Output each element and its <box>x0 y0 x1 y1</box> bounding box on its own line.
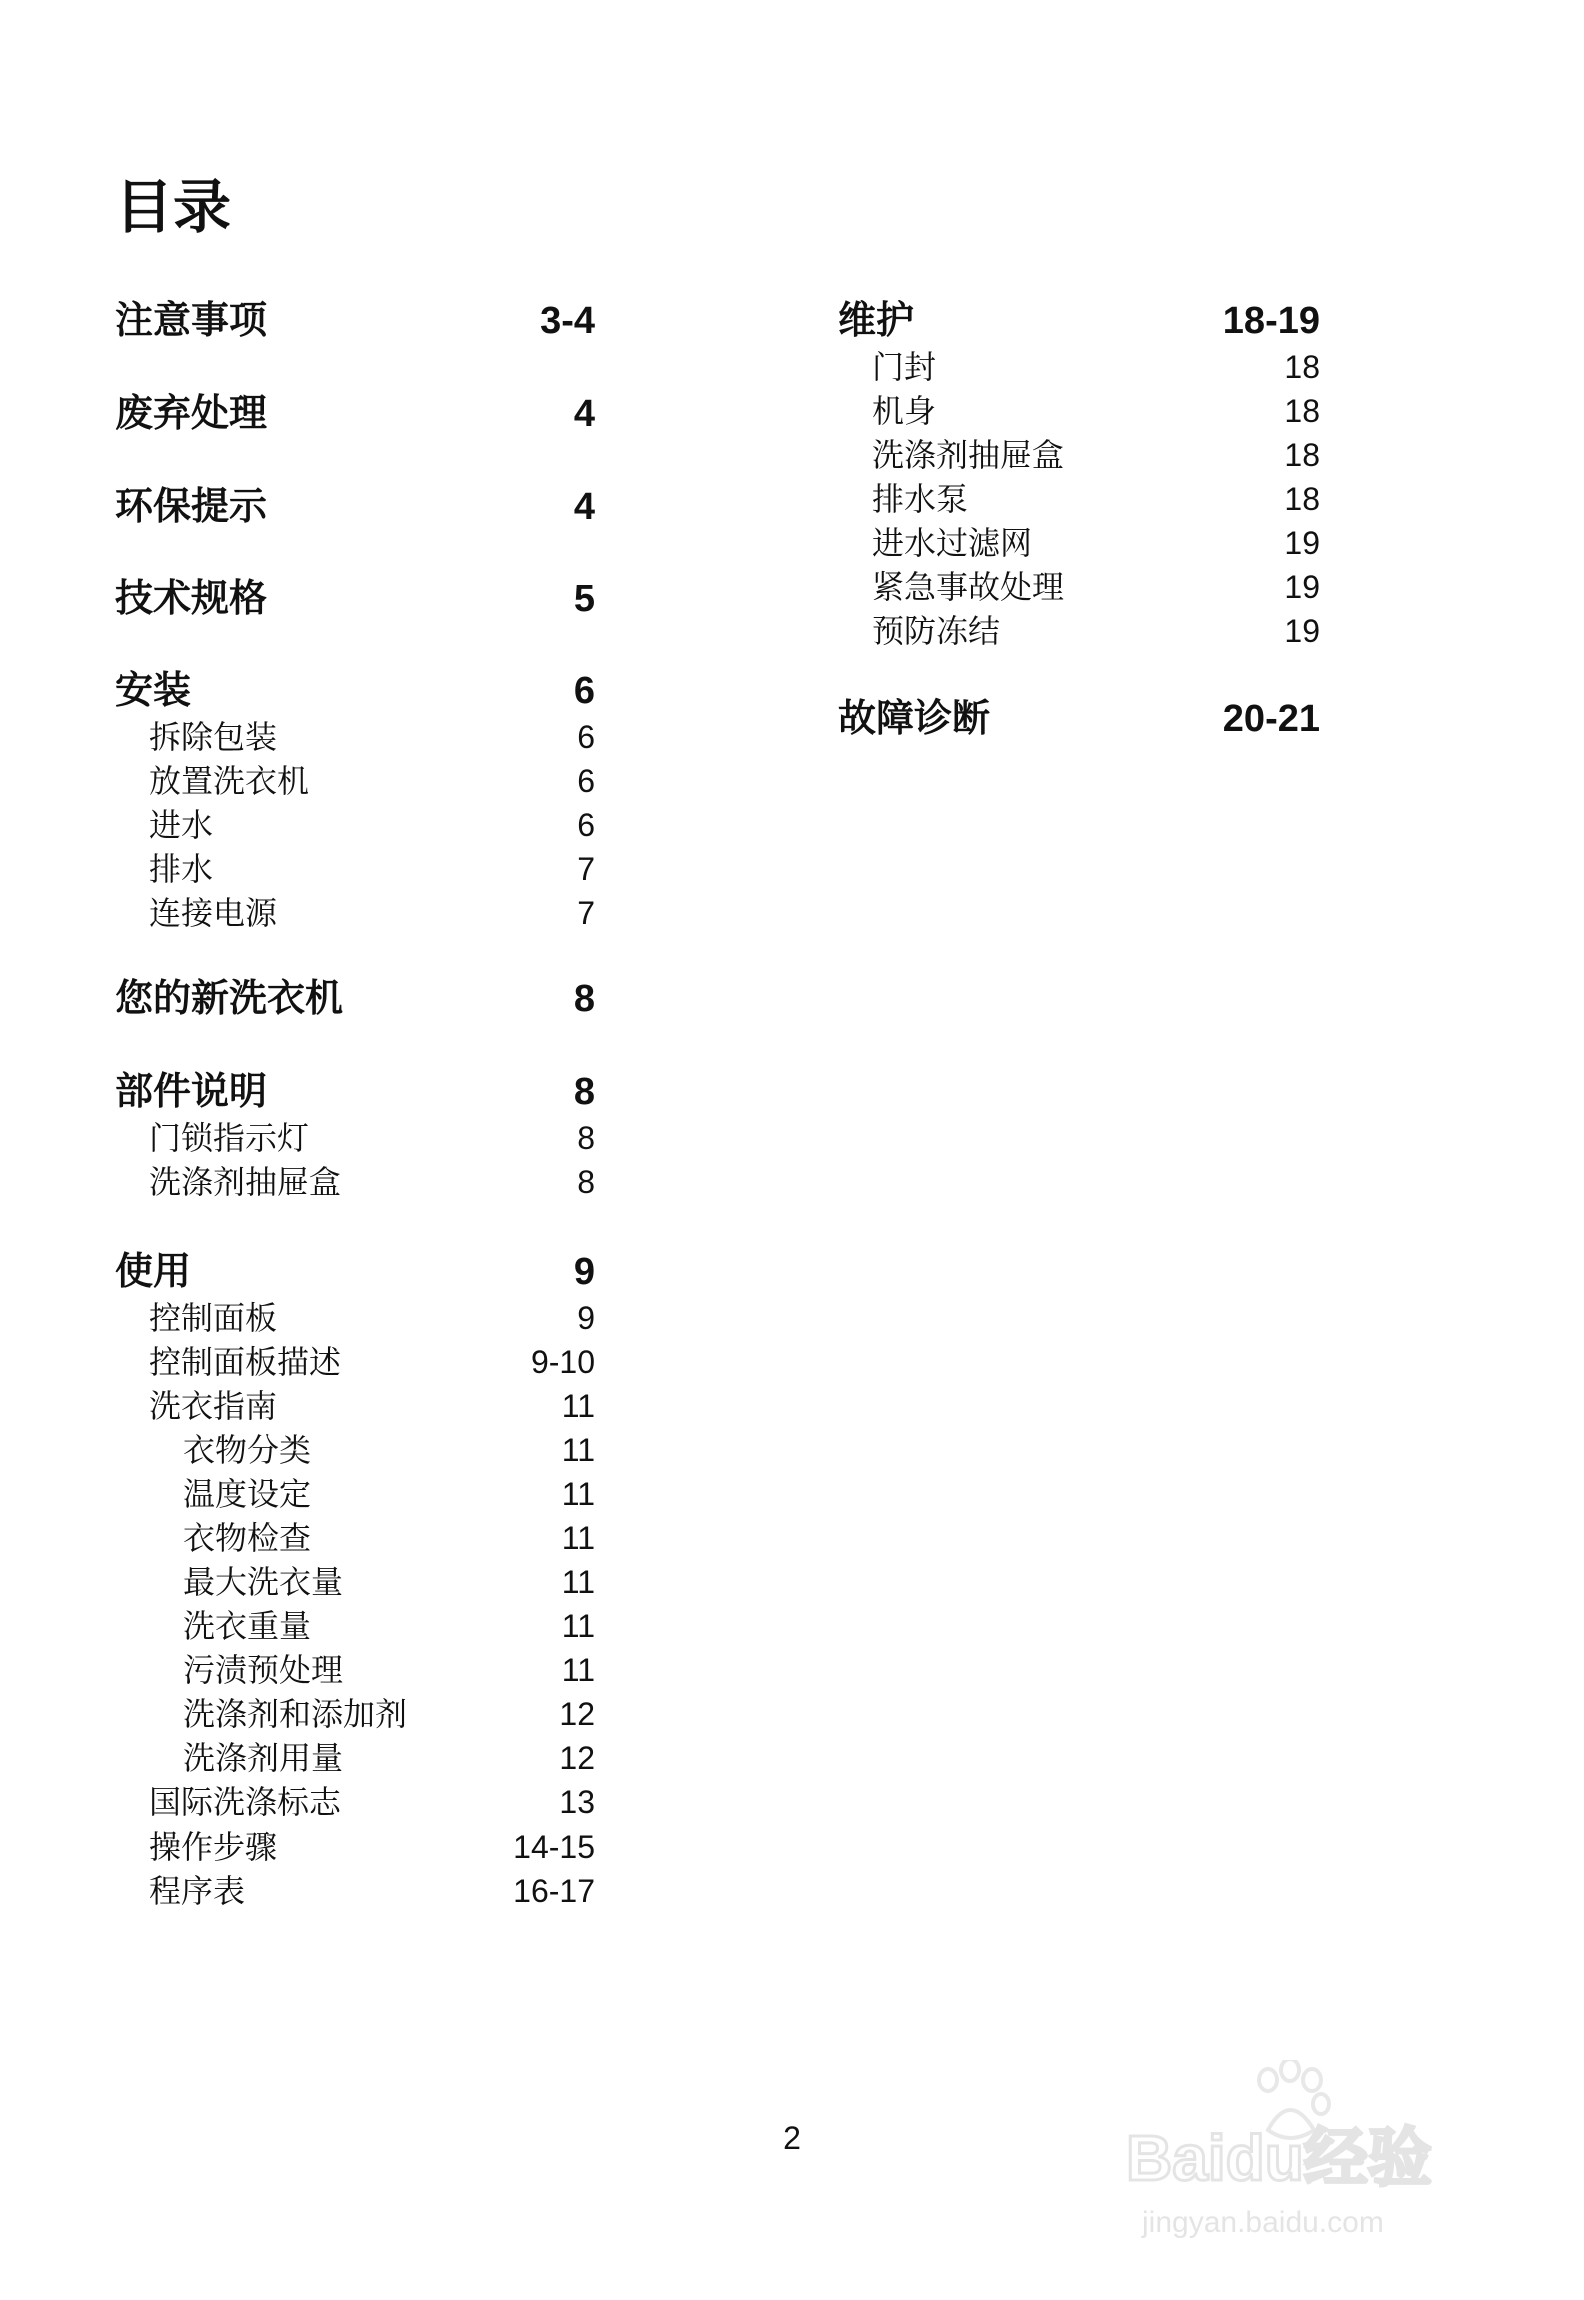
toc-entry-page: 6 <box>577 807 595 843</box>
toc-entry <box>115 1299 595 1337</box>
toc-entry <box>115 395 595 433</box>
toc-entry <box>115 762 595 800</box>
toc-entry-label: 注意事项 <box>115 300 268 342</box>
toc-entry <box>115 718 595 756</box>
toc-entry-label: 排水 <box>149 850 214 888</box>
toc-entry-label: 最大洗衣量 <box>183 1563 344 1601</box>
toc-entry-page: 7 <box>577 895 595 931</box>
toc-entry-label: 部件说明 <box>115 1071 268 1113</box>
toc-entry <box>838 612 1320 650</box>
toc-entry-label: 门锁指示灯 <box>149 1119 310 1157</box>
toc-entry-page: 8 <box>573 978 595 1020</box>
toc-entry-label: 放置洗衣机 <box>149 762 310 800</box>
toc-entry-label: 您的新洗衣机 <box>115 978 344 1020</box>
toc-entry <box>838 568 1320 606</box>
toc-entry-page: 8 <box>573 1071 595 1113</box>
toc-entry-label: 洗涤剂抽屉盒 <box>149 1163 342 1201</box>
toc-entry-label: 拆除包装 <box>149 718 278 756</box>
toc-entry <box>115 1828 595 1866</box>
toc-entry-label: 紧急事故处理 <box>872 568 1065 606</box>
toc-entry <box>838 392 1320 430</box>
toc-entry-label: 使用 <box>115 1251 192 1293</box>
toc-entry-label: 进水 <box>149 806 214 844</box>
toc-entry-label: 洗涤剂抽屉盒 <box>872 436 1065 474</box>
toc-entry <box>115 672 595 710</box>
toc-entry <box>115 1119 595 1157</box>
toc-entry-label: 温度设定 <box>183 1475 312 1513</box>
toc-entry <box>115 850 595 888</box>
toc-entry-page: 19 <box>1284 613 1320 649</box>
toc-entry <box>115 980 595 1018</box>
watermark-brand: Baidu经验 <box>1126 2122 1432 2194</box>
toc-entry-label: 门封 <box>872 348 937 386</box>
toc-entry-label: 控制面板描述 <box>149 1343 342 1381</box>
toc-entry-page: 9-10 <box>530 1344 595 1380</box>
toc-entry <box>115 1783 595 1821</box>
watermark-url: jingyan.baidu.com <box>1142 2206 1384 2239</box>
toc-entry-label: 衣物检查 <box>183 1519 312 1557</box>
toc-entry-label: 预防冻结 <box>872 612 1001 650</box>
toc-entry <box>115 1651 595 1689</box>
toc-entry <box>115 1519 595 1557</box>
toc-entry-label: 安装 <box>115 670 192 712</box>
toc-entry-label: 故障诊断 <box>838 698 991 740</box>
toc-entry-page: 12 <box>559 1740 595 1776</box>
toc-entry-page: 18 <box>1284 437 1320 473</box>
toc-entry <box>115 1563 595 1601</box>
toc-entry-label: 环保提示 <box>115 486 268 528</box>
toc-entry <box>115 1607 595 1645</box>
toc-entry-page: 18 <box>1284 481 1320 517</box>
toc-entry <box>115 1253 595 1291</box>
toc-entry-page: 16-17 <box>513 1873 595 1909</box>
toc-entry-page: 6 <box>573 670 595 712</box>
toc-entry-page: 20-21 <box>1222 698 1320 740</box>
toc-entry-page: 18 <box>1284 393 1320 429</box>
toc-entry <box>115 1387 595 1425</box>
toc-entry-label: 操作步骤 <box>149 1828 278 1866</box>
toc-entry-label: 技术规格 <box>115 578 268 620</box>
toc-entry-page: 6 <box>577 719 595 755</box>
toc-entry-page: 13 <box>559 1784 595 1820</box>
toc-entry <box>838 436 1320 474</box>
toc-entry-page: 7 <box>577 851 595 887</box>
toc-entry-label: 维护 <box>838 300 915 342</box>
toc-entry-page: 18 <box>1284 349 1320 385</box>
toc-entry-label: 进水过滤网 <box>872 524 1033 562</box>
toc-entry-page: 12 <box>559 1696 595 1732</box>
toc-entry-label: 程序表 <box>149 1872 246 1910</box>
toc-entry-page: 19 <box>1284 525 1320 561</box>
toc-entry-label: 控制面板 <box>149 1299 278 1337</box>
toc-entry-page: 11 <box>561 1388 595 1424</box>
toc-entry-page: 8 <box>577 1164 595 1200</box>
toc-entry <box>115 1073 595 1111</box>
toc-entry-page: 4 <box>573 486 595 528</box>
toc-entry <box>838 524 1320 562</box>
toc-entry <box>838 302 1320 340</box>
toc-entry <box>115 488 595 526</box>
toc-entry-label: 污渍预处理 <box>183 1651 344 1689</box>
toc-entry-page: 11 <box>561 1520 595 1556</box>
toc-entry <box>838 348 1320 386</box>
toc-entry <box>838 480 1320 518</box>
toc-entry-page: 5 <box>573 578 595 620</box>
toc-entry <box>115 806 595 844</box>
toc-entry-page: 18-19 <box>1222 300 1320 342</box>
toc-entry-page: 11 <box>561 1608 595 1644</box>
toc-entry-page: 8 <box>577 1120 595 1156</box>
toc-entry-page: 9 <box>573 1251 595 1293</box>
toc-entry <box>115 580 595 618</box>
toc-entry-page: 11 <box>561 1652 595 1688</box>
toc-entry-label: 废弃处理 <box>115 393 268 435</box>
toc-entry-page: 6 <box>577 763 595 799</box>
toc-entry-label: 排水泵 <box>872 480 969 518</box>
toc-entry-page: 14-15 <box>513 1829 595 1865</box>
toc-entry-page: 11 <box>561 1564 595 1600</box>
toc-entry <box>115 1475 595 1513</box>
toc-entry <box>115 1343 595 1381</box>
toc-entry <box>115 894 595 932</box>
toc-entry-page: 9 <box>577 1300 595 1336</box>
toc-entry-label: 洗衣重量 <box>183 1607 312 1645</box>
toc-entry-label: 衣物分类 <box>183 1431 312 1469</box>
toc-entry <box>115 302 595 340</box>
toc-entry-page: 19 <box>1284 569 1320 605</box>
baidu-jingyan-watermark <box>1118 2060 1518 2250</box>
toc-entry-page: 3-4 <box>540 300 595 342</box>
toc-entry-label: 洗涤剂和添加剂 <box>183 1695 408 1733</box>
toc-entry <box>115 1163 595 1201</box>
toc-entry <box>115 1695 595 1733</box>
toc-entry <box>838 700 1320 738</box>
toc-entry-label: 洗涤剂用量 <box>183 1739 344 1777</box>
toc-entry-label: 机身 <box>872 392 937 430</box>
toc-entry-page: 4 <box>573 393 595 435</box>
toc-entry-label: 连接电源 <box>149 894 278 932</box>
toc-entry-page: 11 <box>561 1432 595 1468</box>
toc-entry-label: 洗衣指南 <box>149 1387 278 1425</box>
toc-entry-label: 国际洗涤标志 <box>149 1783 342 1821</box>
page-title: 目录 <box>115 173 232 241</box>
toc-entry <box>115 1739 595 1777</box>
toc-entry-page: 11 <box>561 1476 595 1512</box>
page-number: 2 <box>783 2120 801 2156</box>
toc-entry <box>115 1872 595 1910</box>
toc-entry <box>115 1431 595 1469</box>
